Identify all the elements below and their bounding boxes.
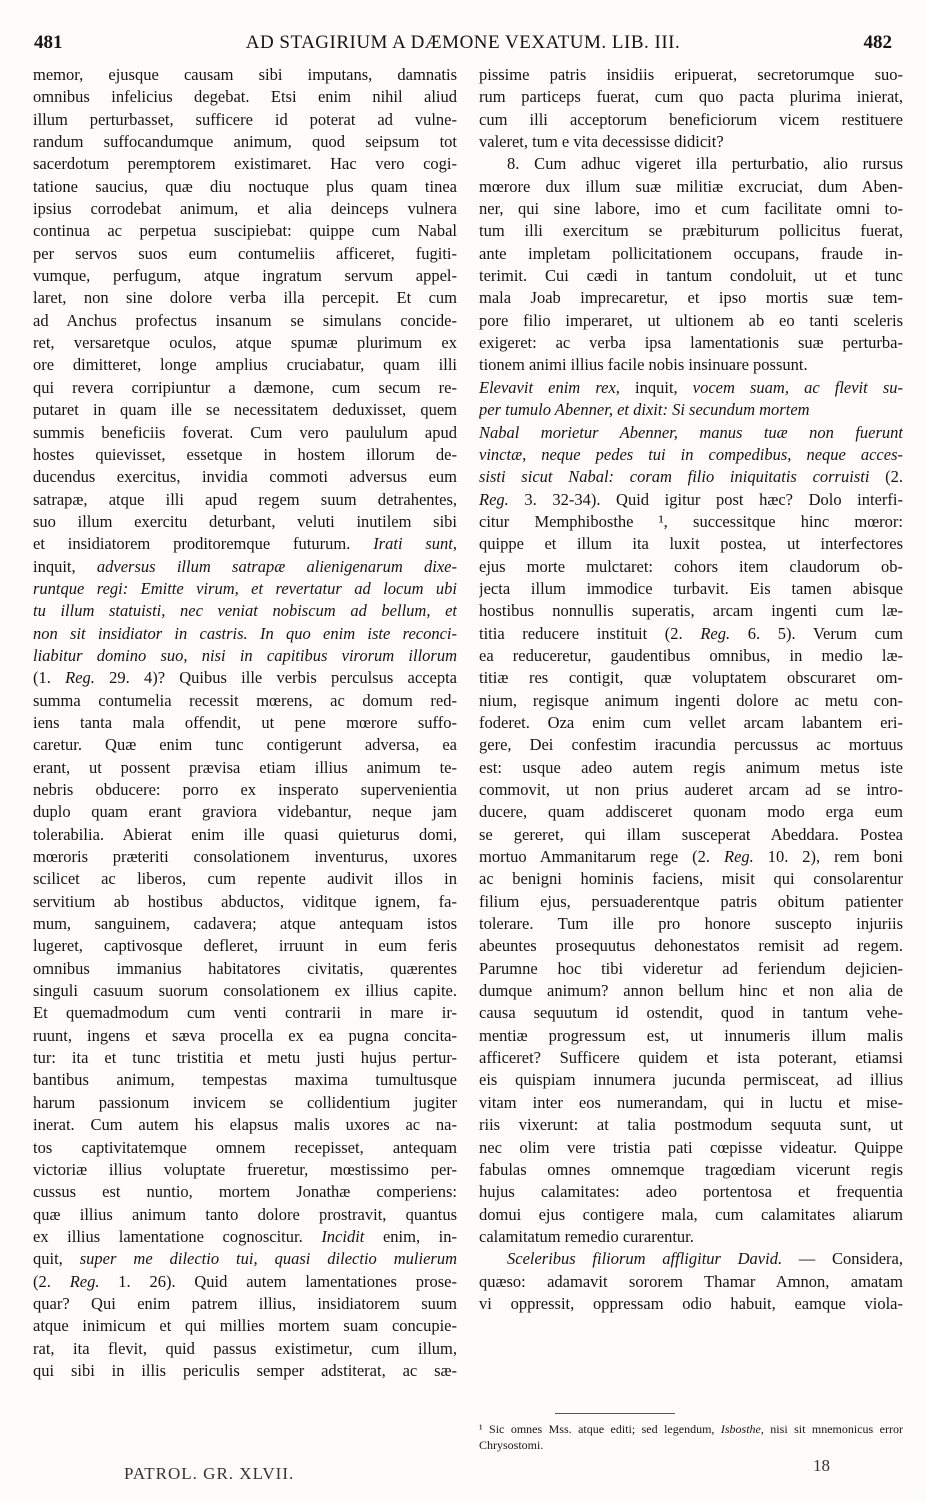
left-page-number: 481 <box>34 32 63 53</box>
text-line: commovit, ut non prius auderet arcam ad se intro- <box>479 780 903 799</box>
text-line: (2. Reg. 1. 26). Quid autem lamentationes prose- <box>33 1271 457 1291</box>
text-line: vinctæ, neque pedes tui in compedibus, neque acces- <box>479 444 903 464</box>
text-line: tos captivitatemque omnem recepisset, antequam <box>33 1137 457 1157</box>
text-line: victoriæ illius voluptate frueretur, mœstissimo per- <box>33 1159 457 1179</box>
text-line: caretur. Quæ enim tunc contigerunt adversa, ea <box>33 735 457 755</box>
text-line: scilicet ac liberos, cum repente audivit illos in <box>33 869 457 889</box>
text-line: quippe et illum ita luxit postea, ut interfectores <box>479 534 903 554</box>
text-line: pissime patris insidiis eripuerat, secretorumque suo- <box>479 65 903 84</box>
text-line: summa contumelia recessit mœrens, ac domum red- <box>33 690 457 710</box>
text-line: inquit, adversus illum satrapæ alienigenarum dixe- <box>33 556 457 576</box>
text-line: gere, Dei confestim iracundia percussus ac mortuus <box>479 735 903 755</box>
text-line: foderet. Oza enim cum vellet arcam labantem eri- <box>479 712 903 732</box>
text-line: servitium ab hostibus abductos, viditque ignem, fa- <box>33 891 457 911</box>
text-line: mentiæ progressum est, ut innumeris illum malis <box>479 1025 903 1045</box>
text-line: tur: ita et tunc tristitia et metu justi hujus pertur- <box>33 1048 457 1068</box>
text-line: mum, sanguinem, cadavera; atque antequam istos <box>33 914 457 934</box>
text-line: laret, non sine dolore verba illa percepit. Et cum <box>33 288 457 308</box>
text-line: runtque regi: Emitte virum, et revertatur ad locum ubi <box>33 578 457 598</box>
text-line: calamitatum remedio curarentur. <box>479 1226 694 1246</box>
text-line: summis beneficiis foverat. Cum vero paululum apud <box>33 422 457 442</box>
text-line: vumque, perfugum, atque ingratum servum appel- <box>33 266 457 286</box>
text-line: et insidiatorem proditoremque futurum. Irati sunt, <box>33 534 457 554</box>
text-line: Elevavit enim rex, inquit, vocem suam, ac flevit su- <box>479 377 903 397</box>
text-line: hujus calamitates: adeo portentosa et frequentia <box>479 1182 903 1202</box>
text-line: citur Memphibosthe ¹, successitque hinc mœror: <box>479 511 903 531</box>
text-line: omnibus infelicius degebat. Etsi enim nihil aliud <box>33 87 457 107</box>
text-line: randum suffocandumque animum, quod seipsum tot <box>33 132 457 152</box>
text-line: ducendus exercitus, invidia commoti adversus eum <box>33 467 457 487</box>
text-line: lugeret, captivosque defleret, irruunt in eum feris <box>33 936 457 956</box>
text-line: quæso: adamavit sororem Thamar Amnon, amatam <box>479 1271 903 1291</box>
text-line: nium, regisque animum ingenti dolore ac metu con- <box>479 690 903 710</box>
text-line: ipsius corrodebat animum, et alia deinceps vulnera <box>33 199 457 219</box>
text-line: mœroris præteriti consolationem inventurus, uxores <box>33 847 457 867</box>
text-line: ac benigni hominis faciens, misit qui consolarentur <box>479 869 903 889</box>
text-line: dumque animum? annon bellum hinc et non alia de <box>479 981 903 1001</box>
text-line: tum illi exercitum se præbiturum pollicitus fuerat, <box>479 221 903 241</box>
text-line: tolerabilia. Abierat enim ille quasi quieturus domi, <box>33 824 457 844</box>
text-line: duplo quam erant graviora videbantur, neque jam <box>33 802 457 822</box>
text-line: bantibus animum, tempestas maxima tumultusque <box>33 1070 457 1090</box>
text-line: hostibus nonnullis superatis, arcam ingenti cum læ- <box>479 601 903 621</box>
text-line: sacerdotum peremptorem existimaret. Hac vero cogi- <box>33 154 457 174</box>
text-line: suo illum exercitu deturbant, veluti inutilem sibi <box>33 511 457 531</box>
footnote: ¹ Sic omnes Mss. atque editi; sed legendum, Isbosthe, nisi sit mnemonicus error Chrysostomi. <box>479 1422 903 1452</box>
text-line: cum illi acceptorum beneficiorum vicem restituere <box>479 109 903 129</box>
text-line: quit, super me dilectio tui, quasi dilectio mulierum <box>33 1249 457 1269</box>
text-line: satrapæ, atque illi apud regem suum detrahentes, <box>33 489 457 509</box>
text-line: inerat. Cum autem his elapsus malis uxores ac na- <box>33 1115 457 1135</box>
text-line: ner, qui sine labore, imo et cum facilitate omni to- <box>479 199 903 219</box>
text-line: ad Anchus profectus insanum se simulans concide- <box>33 310 457 330</box>
text-line: vi oppressit, oppressam odio habuit, eamque viola- <box>479 1293 903 1313</box>
text-line: Parumne hoc tibi videretur ad feriendum dejicien- <box>479 958 903 978</box>
text-line: ducere, quam addisceret quonam modo erga eum <box>479 802 903 822</box>
text-line: tolerare. Tum ille pro honore suscepto injuriis <box>479 914 903 934</box>
text-line: Reg. 3. 32-34). Quid igitur post hæc? Dolo interfi- <box>479 489 903 509</box>
footer-signature: PATROL. GR. XLVII. <box>124 1464 295 1483</box>
text-line: titia reducere instituit (2. Reg. 6. 5). Verum cum <box>479 623 903 643</box>
text-line: putaret in quam ille se necessitatem deduxisset, quem <box>33 400 457 420</box>
text-line: ret, versaretque oculos, atque spumæ plurimum ex <box>33 333 457 353</box>
text-line: quar? Qui enim patrem illius, insidiatorem suum <box>33 1293 457 1313</box>
text-line: se gereret, qui illam susceperat Abeddara. Postea <box>479 824 903 844</box>
text-line: tionem animi illius facile nobis insinuare possunt. <box>479 355 808 375</box>
text-line: eis quispiam innumera jucunda permisceat, ad illius <box>479 1070 903 1090</box>
text-line: afficeret? Sufficere quidem et ista poterant, etiamsi <box>479 1048 903 1068</box>
text-line: sisti sicut Nabal: coram filio iniquitatis corruisti (2. <box>479 467 903 487</box>
text-line: tu illum statuisti, nec veniat nobiscum ad bellum, et <box>33 601 457 621</box>
text-line: valeret, tum e vita decessisse didicit? <box>479 132 724 152</box>
footnote-rule <box>555 1413 675 1414</box>
text-line: rat, ita flevit, quid passus existimetur, cum illum, <box>33 1338 457 1358</box>
text-line: qui sibi in illis periculis semper adstiterat, ac sæ- <box>33 1360 457 1380</box>
text-line: memor, ejusque causam sibi imputans, damnatis <box>33 65 457 84</box>
text-line: Nabal morietur Abenner, manus tuæ non fuerunt <box>479 422 903 442</box>
text-line: titiæ res contigit, quæ voluptatem obscuraret om- <box>479 668 903 688</box>
text-line: qui revera corripiuntur a dæmone, cum secum re- <box>33 377 457 397</box>
text-line: Et quemadmodum cum venti contrarii in mare ir- <box>33 1003 457 1023</box>
text-line: mala Joab imprecaretur, et ipso mortis suæ tem- <box>479 288 903 308</box>
left-column <box>33 64 457 1382</box>
text-line: ore dimitteret, longe amplius cruciabatur, quam illi <box>33 355 457 375</box>
text-line: omnibus immanius habitatores civitatis, quærentes <box>33 958 457 978</box>
running-header <box>34 30 892 56</box>
text-line: hostes quievisset, essetque in hostem illorum de- <box>33 444 457 464</box>
text-line: jecta illum immodice turbavit. Eis tamen abisque <box>479 578 903 598</box>
text-line: causa sequutum id ostendit, quod in tantum vehe- <box>479 1003 903 1023</box>
text-line: filium ejus, persuaderentque patris obitum patienter <box>479 891 903 911</box>
running-title: AD STAGIRIUM A DÆMONE VEXATUM. LIB. III. <box>245 32 681 53</box>
text-line: abeuntes prosequutus dehonestatos remisit ad regem. <box>479 936 903 956</box>
text-line: continua ac perpetua suscipiebat: quippe cum Nabal <box>33 221 457 241</box>
text-line: rum particeps fuerat, cum quo pacta plurima inierat, <box>479 87 903 107</box>
text-line: ea reduceretur, gaudentibus omnibus, in medio læ- <box>479 645 903 665</box>
text-line: quæ illius animum tanto dolore prostravit, quantus <box>33 1204 457 1224</box>
text-line: 8. Cum adhuc vigeret illa perturbatio, alio rursus <box>507 154 903 174</box>
text-line: liabitur domino suo, nisi in capitibus virorum illorum <box>33 645 457 665</box>
text-line: exigeret: ac verba ipsa lamentationis suæ perturba- <box>479 333 903 353</box>
text-line: riis vixerunt: at talia postmodum sequuta sunt, ut <box>479 1115 903 1135</box>
text-line: ejus morte mulctaret: cohors item claudorum ob- <box>479 556 903 576</box>
text-line: est: usque adeo autem regis animum metus iste <box>479 757 903 777</box>
right-page-number: 482 <box>863 32 892 53</box>
text-line: nebris obducere: porro ex insperato supervenientia <box>33 780 457 799</box>
text-line: non sit insidiator in castris. In quo enim iste reconci- <box>33 623 457 643</box>
text-line: mortuo Ammanitarum rege (2. Reg. 10. 2), rem boni <box>479 847 903 867</box>
text-line: mœrore dux illum suæ militiæ excruciat, dum Aben- <box>479 176 903 196</box>
text-line: ex illius lamentatione cognoscitur. Incidit enim, in- <box>33 1226 457 1246</box>
text-line: harum passionum invicem se collidentium jugiter <box>33 1092 457 1112</box>
text-line: iens tanta mala offendit, ut pene mœrore suffo- <box>33 712 457 732</box>
text-line: ruunt, ingens et sæva procella ex ea pugna concita- <box>33 1025 457 1045</box>
text-line: (1. Reg. 29. 4)? Quibus ille verbis perculsus accepta <box>33 668 457 688</box>
footer-sheet-number: 18 <box>813 1456 830 1475</box>
text-line: pore filio imperaret, ut ultionem ab eo tanti sceleris <box>479 310 903 330</box>
text-line: cussus est nuntio, mortem Jonathæ comperiens: <box>33 1182 457 1202</box>
text-line: illum perturbasset, sufficere id poterat ad vulne- <box>33 109 457 129</box>
text-line: singuli casuum suorum consolationem ex illius capite. <box>33 981 457 1001</box>
text-line: erant, ut possent prævisa etiam illius animum te- <box>33 757 457 777</box>
text-line: atque inimicum et qui millies mortem suam concupie- <box>33 1316 457 1336</box>
text-line: vitam inter eos numerandam, qui in luctu et mise- <box>479 1092 903 1112</box>
text-line: fabulas omnes omnemque tragœdiam vicerunt regis <box>479 1159 903 1179</box>
text-line: nec olim vere tristia pati cœpisse videatur. Quippe <box>479 1137 903 1157</box>
text-line: ante impletam pollicitationem occupans, fraude in- <box>479 243 903 263</box>
text-line: per tumulo Abenner, et dixit: Si secundum mortem <box>479 400 810 420</box>
right-column <box>479 64 903 1315</box>
text-line: Sceleribus filiorum affligitur David. — Considera, <box>507 1249 903 1269</box>
text-line: terimit. Cui cædi in tantum condoluit, ut et tunc <box>479 266 903 286</box>
text-line: tatione saucius, quæ diu noctuque plus quam tinea <box>33 176 457 196</box>
text-line: per servos suos eum contumeliis afficeret, fugiti- <box>33 243 457 263</box>
text-line: domui ejus contigere mala, cum calamitates aliarum <box>479 1204 903 1224</box>
